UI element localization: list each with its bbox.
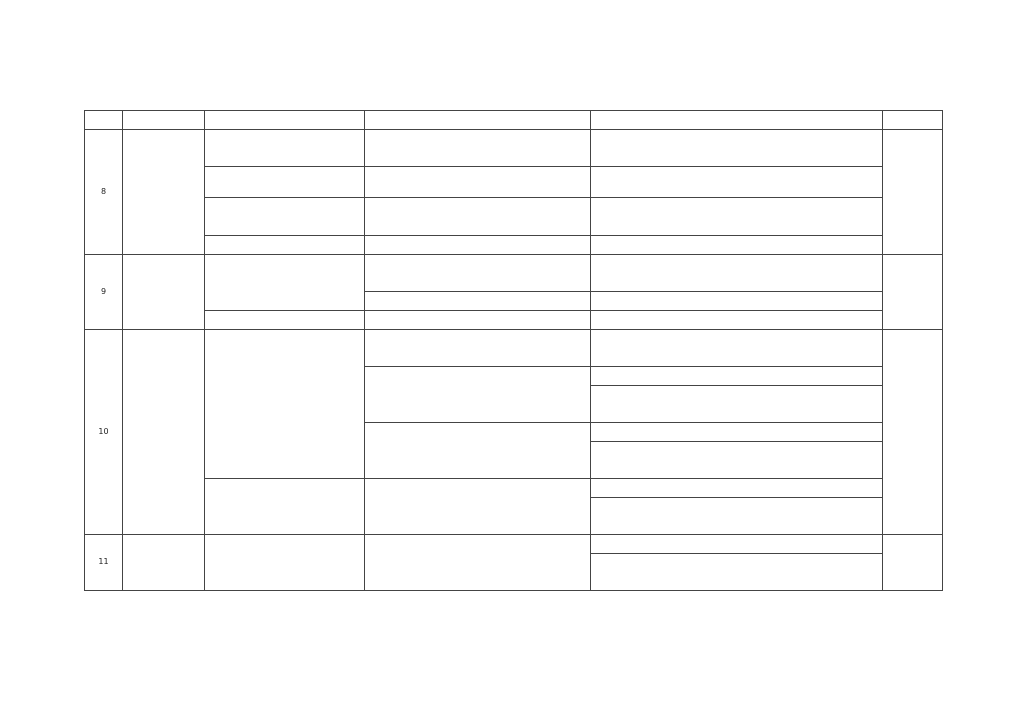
table-row	[85, 198, 943, 236]
risk-level-cell	[883, 130, 943, 255]
table-row	[85, 111, 943, 130]
risk-level-cell	[883, 255, 943, 330]
table-row	[85, 535, 943, 554]
table-cell	[205, 111, 365, 130]
duty-cell	[205, 198, 365, 236]
measure-cell	[591, 311, 883, 330]
risk-cell	[365, 255, 591, 292]
measure-cell	[591, 167, 883, 198]
table-row	[85, 255, 943, 292]
risk-cell	[365, 292, 591, 311]
duty-cell	[205, 130, 365, 167]
measure-cell	[591, 367, 883, 386]
duty-cell	[205, 330, 365, 479]
duty-cell	[205, 236, 365, 255]
measure-cell	[591, 292, 883, 311]
table-row	[85, 130, 943, 167]
risk-control-table	[84, 110, 943, 591]
measure-cell	[591, 255, 883, 292]
table-cell	[123, 111, 205, 130]
row-number: 8	[85, 130, 123, 255]
risk-cell	[365, 198, 591, 236]
table-row	[85, 479, 943, 498]
risk-cell	[365, 167, 591, 198]
measure-cell	[591, 386, 883, 423]
duty-cell	[205, 311, 365, 330]
measure-cell	[591, 236, 883, 255]
position-cell	[123, 330, 205, 535]
risk-cell	[365, 311, 591, 330]
table-cell	[85, 111, 123, 130]
table-cell	[883, 111, 943, 130]
table-row	[85, 167, 943, 198]
duty-cell	[205, 255, 365, 311]
position-cell	[123, 255, 205, 330]
measure-cell	[591, 479, 883, 498]
risk-cell	[365, 367, 591, 423]
measure-cell	[591, 198, 883, 236]
measure-cell	[591, 330, 883, 367]
risk-level-cell	[883, 330, 943, 535]
risk-cell	[365, 479, 591, 535]
position-cell	[123, 535, 205, 591]
table-row	[85, 311, 943, 330]
row-number: 11	[85, 535, 123, 591]
measure-cell	[591, 442, 883, 479]
measure-cell	[591, 554, 883, 591]
risk-level-cell	[883, 535, 943, 591]
measure-cell	[591, 535, 883, 554]
table-cell	[365, 111, 591, 130]
duty-cell	[205, 479, 365, 535]
risk-cell	[365, 130, 591, 167]
measure-cell	[591, 498, 883, 535]
measure-cell	[591, 130, 883, 167]
risk-cell	[365, 236, 591, 255]
table-row	[85, 236, 943, 255]
risk-cell	[365, 423, 591, 479]
risk-cell	[365, 330, 591, 367]
position-cell	[123, 130, 205, 255]
row-number: 9	[85, 255, 123, 330]
duty-cell	[205, 535, 365, 591]
duty-cell	[205, 167, 365, 198]
table-cell	[591, 111, 883, 130]
row-number: 10	[85, 330, 123, 535]
risk-cell	[365, 535, 591, 591]
table-row	[85, 330, 943, 367]
measure-cell	[591, 423, 883, 442]
